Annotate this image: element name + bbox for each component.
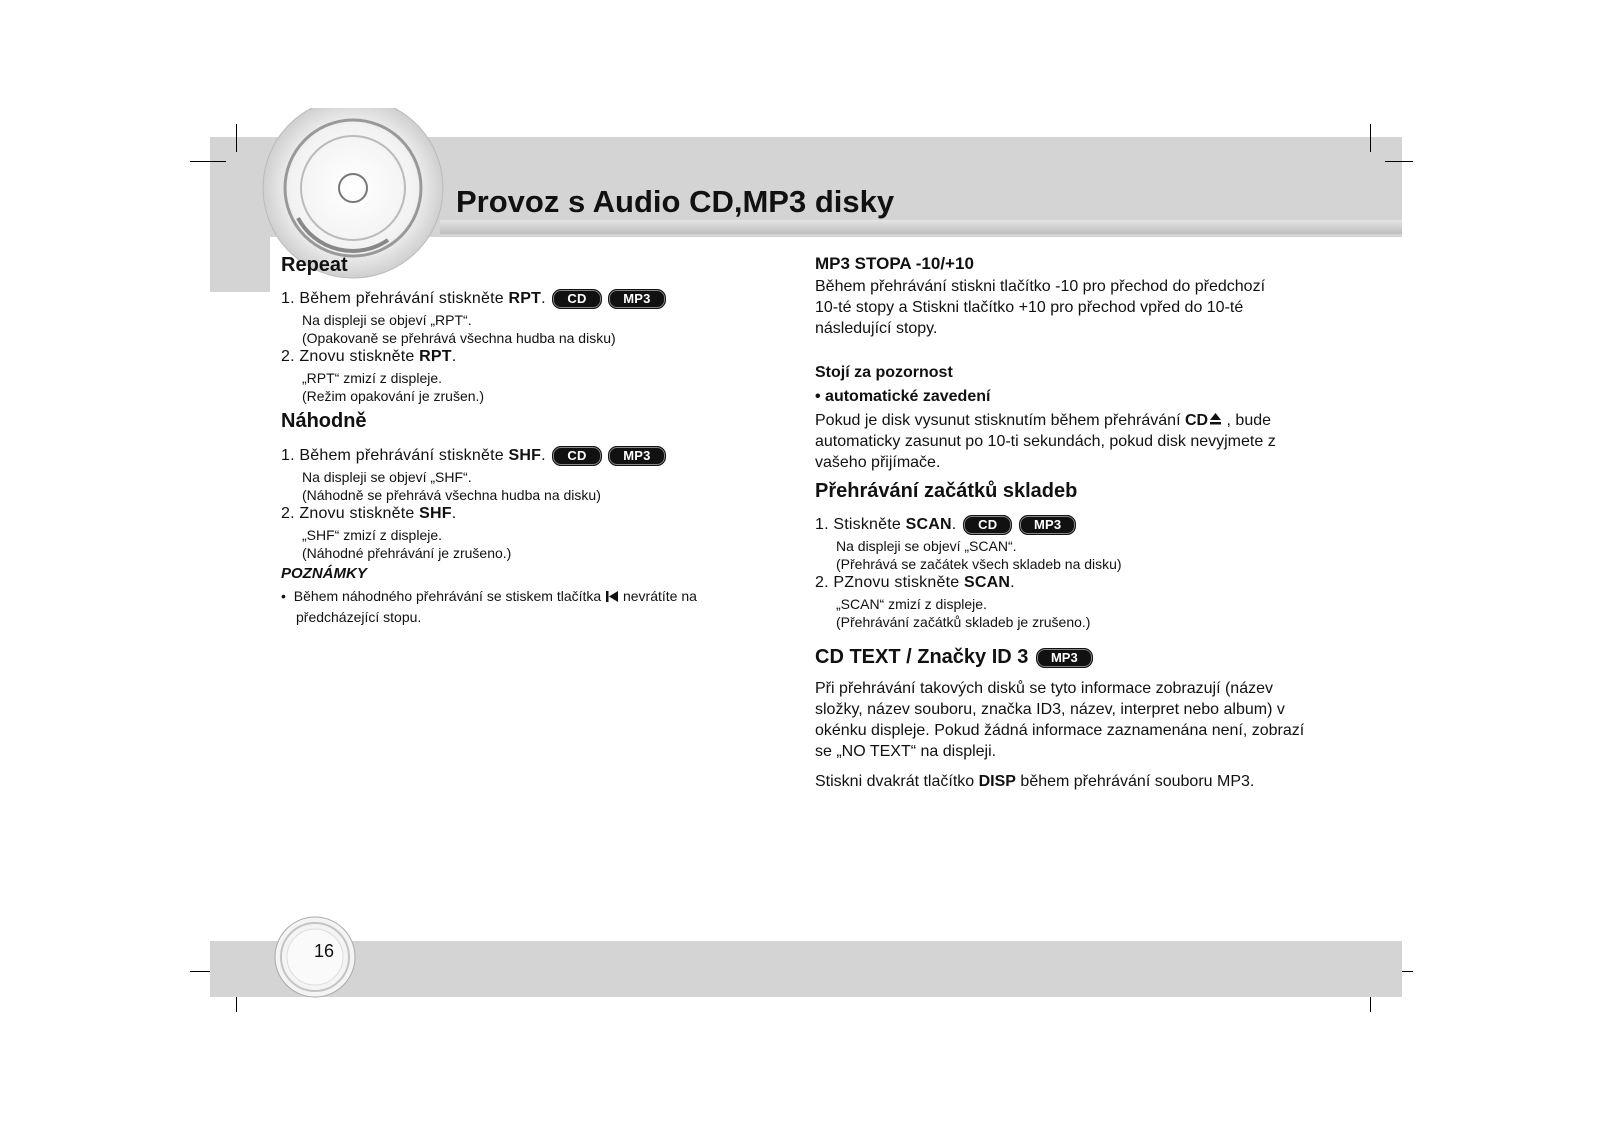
- scan-step-1-sub-1: Na displeji se objeví „SCAN“.: [836, 538, 1017, 554]
- skip-previous-icon: [605, 588, 619, 609]
- scan-heading: Přehrávání začátků skladeb: [815, 480, 1078, 502]
- para-text: , bude: [1222, 412, 1272, 429]
- step-text: .: [541, 290, 546, 308]
- mp3-badge: MP3: [608, 289, 665, 309]
- cdtext-line-4: se „NO TEXT“ na displeji.: [815, 743, 997, 760]
- step-text: 2. Znovu stiskněte: [281, 348, 420, 365]
- key-label: DISP: [978, 773, 1016, 790]
- attention-heading: Stojí za pozornost: [815, 364, 953, 381]
- cdtext-heading: [815, 646, 1093, 669]
- step-text: 1. Během přehrávání stiskněte: [281, 447, 509, 465]
- key-label: RPT: [508, 290, 542, 308]
- mp3-stopa-line-2: 10-té stopy a Stiskni tlačítko +10 pro přechod vpřed do 10-té: [815, 299, 1244, 316]
- scan-step-1-sub-2: (Přehrává se začátek všech skladeb na disku): [836, 556, 1122, 572]
- key-label: SCAN: [963, 574, 1011, 591]
- attention-line-3: vašeho přijímače.: [815, 454, 941, 471]
- shuffle-step-1-sub-2: (Náhodně se přehrává všechna hudba na disku): [302, 487, 601, 503]
- step-text: .: [451, 505, 457, 522]
- scan-step-2: [815, 574, 1015, 592]
- crop-mark: [1370, 124, 1371, 152]
- cdtext-line-3: okénku displeje. Pokud žádná informace zaznamenána není, zobrazí: [815, 722, 1305, 739]
- mp3-badge: MP3: [1036, 648, 1093, 668]
- repeat-heading: Repeat: [281, 254, 348, 276]
- para-text: Stiskni dvakrát tlačítko: [815, 773, 979, 790]
- step-text: 2. PZnovu stiskněte: [815, 574, 964, 591]
- crop-mark: [236, 124, 237, 152]
- notes-line-2: předcházející stopu.: [296, 609, 422, 625]
- note-text: nevrátíte na: [619, 588, 697, 604]
- key-label: SHF: [419, 505, 452, 522]
- footer-band: [210, 941, 1402, 997]
- notes-heading: POZNÁMKY: [281, 565, 367, 582]
- step-text: .: [451, 348, 457, 365]
- mp3-stopa-line-3: následující stopy.: [815, 320, 938, 337]
- shuffle-heading: Náhodně: [281, 410, 367, 432]
- key-label: RPT: [419, 348, 452, 365]
- attention-bullet-heading: • automatické zavedení: [815, 388, 991, 405]
- attention-line-1: [815, 410, 1271, 432]
- shuffle-step-2-sub-2: (Náhodné přehrávání je zrušeno.): [302, 545, 512, 561]
- scan-step-1: [815, 515, 1076, 535]
- mp3-badge: MP3: [608, 446, 665, 466]
- shuffle-step-1-sub-1: Na displeji se objeví „SHF“.: [302, 469, 472, 485]
- mp3-stopa-line-1: Během přehrávání stiskni tlačítko -10 pro přechod do předchozí: [815, 278, 1266, 295]
- page-number: 16: [313, 941, 335, 961]
- bullet: •: [281, 588, 286, 604]
- note-text: Během náhodného přehrávání se stiskem tlačítka: [293, 588, 606, 604]
- notes-line-1: [281, 586, 697, 609]
- eject-icon: [1209, 411, 1222, 432]
- page-title: Provoz s Audio CD,MP3 disky: [456, 184, 895, 219]
- crop-mark: [190, 161, 226, 162]
- repeat-step-2-sub-2: (Režim opakování je zrušen.): [302, 388, 485, 404]
- step-text: .: [541, 447, 546, 465]
- repeat-step-2: [281, 348, 456, 366]
- scan-step-2-sub-2: (Přehrávání začátků skladeb je zrušeno.): [836, 614, 1091, 630]
- step-text: 1. Stiskněte: [815, 516, 906, 534]
- repeat-step-1-sub-1: Na displeji se objeví „RPT“.: [302, 312, 472, 328]
- mp3-stopa-heading: MP3 STOPA -10/+10: [815, 254, 974, 273]
- key-label: CD: [1184, 412, 1209, 429]
- cdtext-line-1: Při přehrávání takových disků se tyto informace zobrazují (název: [815, 680, 1273, 697]
- para-text: během přehrávání souboru MP3.: [1015, 773, 1255, 790]
- cd-badge: CD: [552, 446, 601, 466]
- step-text: 1. Během přehrávání stiskněte: [281, 290, 509, 308]
- shuffle-step-2-sub-1: „SHF“ zmizí z displeje.: [302, 527, 443, 543]
- cd-badge: CD: [552, 289, 601, 309]
- repeat-step-2-sub-1: „RPT“ zmizí z displeje.: [302, 370, 443, 386]
- scan-step-2-sub-1: „SCAN“ zmizí z displeje.: [836, 596, 987, 612]
- para-text: Pokud je disk vysunut stisknutím během přehrávání: [815, 412, 1185, 429]
- shuffle-step-2: [281, 505, 456, 523]
- step-text: .: [1010, 574, 1015, 591]
- header-stripe: [440, 220, 1402, 234]
- shuffle-step-1: [281, 446, 666, 466]
- repeat-step-1-sub-2: (Opakovaně se přehrává všechna hudba na disku): [302, 330, 616, 346]
- cdtext-disp-line: [815, 771, 1254, 792]
- step-text: .: [951, 516, 957, 534]
- cd-badge: CD: [963, 515, 1012, 535]
- heading-text: CD TEXT / Značky ID 3: [815, 646, 1029, 668]
- key-label: SHF: [508, 447, 542, 465]
- cdtext-line-2: složky, název souboru, značka ID3, název, interpret nebo album) v: [815, 701, 1285, 718]
- mp3-badge: MP3: [1019, 515, 1076, 535]
- crop-mark: [1385, 161, 1413, 162]
- attention-line-2: automaticky zasunut po 10-ti sekundách, pokud disk nevyjmete z: [815, 433, 1276, 450]
- key-label: SCAN: [905, 516, 952, 534]
- repeat-step-1: [281, 289, 666, 309]
- step-text: 2. Znovu stiskněte: [281, 505, 420, 522]
